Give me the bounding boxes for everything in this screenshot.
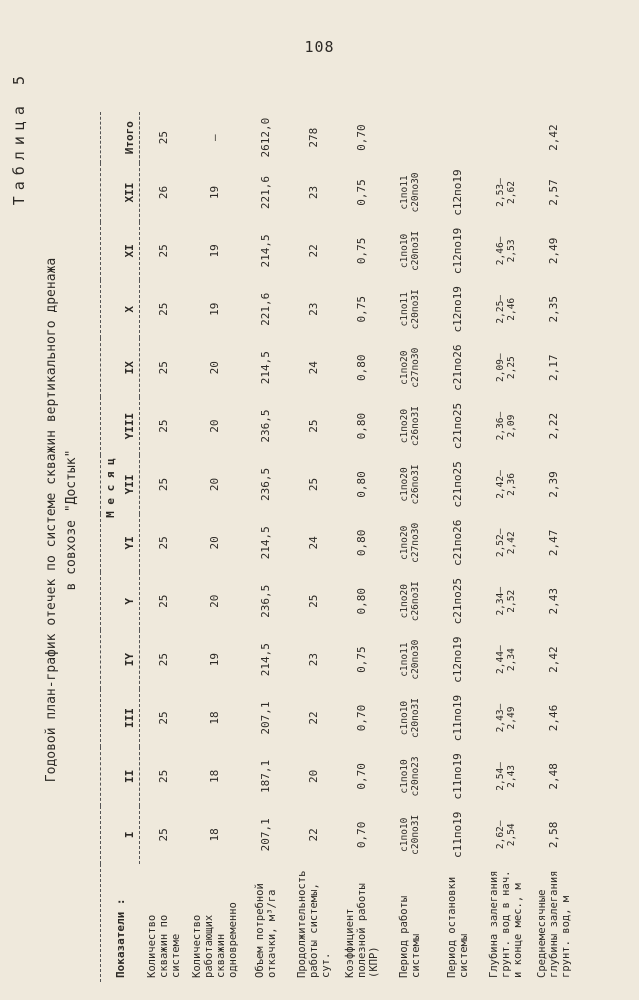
table-cell: 2,42– 2,36 bbox=[494, 470, 517, 499]
table-cell: 25 bbox=[157, 653, 171, 667]
indicator-header: Показатели : bbox=[101, 864, 140, 982]
table-cell: 2612,0 bbox=[259, 117, 272, 158]
table-cell: 187,1 bbox=[259, 759, 272, 793]
table-cell: 0,80 bbox=[355, 588, 368, 615]
table-cell: 2,54– 2,43 bbox=[494, 762, 517, 791]
table-cell: 0,80 bbox=[355, 471, 368, 498]
row-label: Количество скважин по системе bbox=[145, 914, 182, 978]
table-cell: 2,46 bbox=[547, 704, 560, 732]
table-cell: 2,43 bbox=[547, 588, 560, 615]
table-cell: с1по10 с20по3I bbox=[398, 814, 421, 855]
table-cell: 2,09– 2,25 bbox=[494, 353, 517, 382]
table-cell: 2,43– 2,49 bbox=[494, 703, 517, 733]
table-row bbox=[188, 112, 242, 982]
table-cell: 25 bbox=[157, 711, 171, 725]
table-cell: 207,1 bbox=[259, 818, 272, 852]
table-cell: 0,70 bbox=[355, 704, 368, 732]
month-col-11: XI bbox=[120, 222, 140, 280]
table-cell: с1по10 с20по23 bbox=[398, 756, 421, 797]
table-cell: 2,52– 2,42 bbox=[494, 528, 517, 558]
table-cell: 25 bbox=[157, 419, 171, 433]
table-cell: с1по20 с26по3I bbox=[398, 581, 421, 622]
table-cell: 214,5 bbox=[259, 643, 272, 677]
table-cell: 25 bbox=[157, 302, 171, 316]
table-row bbox=[242, 112, 290, 982]
table-cell bbox=[386, 112, 434, 163]
table-cell: 25 bbox=[157, 536, 171, 550]
table-cell: 19 bbox=[208, 244, 221, 258]
table-cell: 2,22 bbox=[547, 412, 560, 440]
table-cell: 2,58 bbox=[547, 821, 560, 849]
table-cell: 2,57 bbox=[547, 179, 560, 206]
table-cell: 20 bbox=[307, 769, 320, 784]
table-cell: 0,70 bbox=[355, 124, 368, 151]
table-cell: 2,46– 2,53 bbox=[494, 236, 517, 266]
table-cell: 0,70 bbox=[355, 821, 368, 849]
table-cell: 22 bbox=[307, 244, 320, 258]
table-cell: с11по19 bbox=[451, 694, 464, 742]
month-col-3: III bbox=[120, 689, 140, 747]
table-cell bbox=[434, 112, 482, 163]
table-row bbox=[386, 112, 434, 982]
table-cell: 0,75 bbox=[355, 646, 368, 673]
table-cell: 19 bbox=[208, 653, 221, 667]
table-cell: с1по11 с20по30 bbox=[398, 639, 421, 680]
table-cell: 22 bbox=[307, 711, 320, 725]
month-header: М е с я ц bbox=[101, 112, 121, 864]
table-cell: с12по19 bbox=[451, 227, 464, 275]
table-cell: 20 bbox=[208, 477, 221, 492]
page-number: 108 bbox=[304, 38, 335, 56]
month-col-10: X bbox=[120, 280, 140, 338]
table-cell: 214,5 bbox=[259, 526, 272, 560]
table-cell: с1по20 с27по30 bbox=[398, 522, 421, 563]
table-cell: с12по19 bbox=[451, 169, 464, 216]
month-col-5: Y bbox=[120, 572, 140, 630]
table-cell: 2,25– 2,46 bbox=[494, 294, 517, 324]
table-cell: 221,6 bbox=[259, 292, 272, 326]
month-col-12: XII bbox=[120, 163, 140, 221]
row-label: Количество работающих скважин одновременно bbox=[190, 902, 239, 978]
table-row bbox=[482, 112, 530, 982]
table-cell: 0,75 bbox=[355, 237, 368, 265]
month-col-4: IY bbox=[120, 630, 140, 688]
table-cell: 25 bbox=[157, 244, 171, 258]
table-label: Таблица 5 bbox=[10, 70, 28, 206]
table-cell: 19 bbox=[208, 185, 221, 200]
table-cell: – bbox=[208, 134, 221, 141]
table-cell: 20 bbox=[208, 536, 221, 550]
month-col-8: YIII bbox=[120, 397, 140, 455]
table-cell: 25 bbox=[157, 828, 171, 842]
table-cell: 214,5 bbox=[259, 351, 272, 385]
table-cell: 2,44– 2,34 bbox=[494, 645, 517, 674]
table-cell bbox=[482, 112, 530, 163]
table-cell: 236,5 bbox=[259, 467, 272, 502]
table-cell: с21по25 bbox=[451, 461, 464, 508]
title-line-1: Годовой план-график отечек по системе скважин вертикального дренажа bbox=[44, 257, 59, 783]
table-cell: 2,53– 2,62 bbox=[494, 178, 517, 207]
row-label: Период работы системы bbox=[397, 895, 422, 978]
table-cell: 2,36– 2,09 bbox=[494, 411, 517, 441]
table-cell: с21по26 bbox=[451, 344, 464, 391]
table-cell: 236,5 bbox=[259, 409, 272, 443]
table-cell: 2,35 bbox=[547, 296, 560, 323]
table-cell: 2,42 bbox=[547, 124, 560, 151]
table-cell: 18 bbox=[208, 828, 221, 842]
table-cell: 0,75 bbox=[355, 179, 368, 206]
table-cell: 25 bbox=[307, 419, 320, 433]
table-cell: 2,17 bbox=[547, 354, 560, 381]
table-cell: с21по25 bbox=[451, 578, 464, 625]
table-cell: 26 bbox=[157, 185, 171, 200]
table-cell: 207,1 bbox=[259, 701, 272, 735]
table-cell: 278 bbox=[307, 127, 320, 148]
table-cell: 0,70 bbox=[355, 763, 368, 790]
table-body bbox=[140, 112, 578, 982]
table-cell: с1по20 с26по3I bbox=[398, 406, 421, 447]
table-cell: с1по20 с26по3I bbox=[398, 464, 421, 505]
table-cell: 25 bbox=[157, 477, 171, 492]
drainage-schedule-table bbox=[100, 112, 578, 982]
month-col-7: YII bbox=[120, 455, 140, 513]
table-cell: 24 bbox=[307, 361, 320, 375]
total-col: Итого bbox=[120, 112, 140, 163]
table-cell: 22 bbox=[307, 828, 320, 842]
table-cell: 19 bbox=[208, 302, 221, 316]
table-cell: 18 bbox=[208, 769, 221, 784]
table-cell: с21по25 bbox=[451, 402, 464, 450]
table-cell: 25 bbox=[157, 594, 171, 608]
table-cell: с1по10 с20по3I bbox=[398, 230, 421, 271]
table-title bbox=[42, 80, 82, 960]
row-label: Продолжительность работы системы, сут. bbox=[295, 870, 332, 978]
row-label: Коэффициент полезной работы (КПР) bbox=[343, 883, 380, 978]
table-cell: 2,48 bbox=[547, 763, 560, 790]
table-cell: 0,80 bbox=[355, 412, 368, 440]
table-cell: с21по26 bbox=[451, 519, 464, 567]
table-cell: 25 bbox=[157, 769, 171, 784]
table-cell: 2,47 bbox=[547, 529, 560, 557]
table-cell: 0,80 bbox=[355, 354, 368, 381]
table-cell: 25 bbox=[157, 131, 171, 145]
table-cell: с12по19 bbox=[451, 286, 464, 333]
table-cell: 20 bbox=[208, 419, 221, 433]
table-row bbox=[140, 112, 188, 982]
table-cell: с1по11 с20по3I bbox=[398, 289, 421, 330]
table-cell: 20 bbox=[208, 594, 221, 608]
row-label: Объем потребной откачки, м³/га bbox=[253, 883, 278, 978]
table-cell: 23 bbox=[307, 653, 320, 667]
table-cell: 25 bbox=[157, 361, 171, 375]
table-cell: 20 bbox=[208, 361, 221, 375]
table-cell: 2,39 bbox=[547, 471, 560, 498]
table-cell: 214,5 bbox=[259, 234, 272, 268]
month-col-9: IX bbox=[120, 338, 140, 396]
table-cell: с11по19 bbox=[451, 811, 464, 858]
table-cell: 24 bbox=[307, 536, 320, 550]
header-row-1 bbox=[101, 112, 121, 982]
month-col-1: I bbox=[120, 806, 140, 864]
table-cell: 236,5 bbox=[259, 584, 272, 618]
table-cell: 18 bbox=[208, 711, 221, 725]
row-label: Глубина залегания грунт. вод в нач. и конце мес., м bbox=[487, 870, 524, 978]
table-cell: с11по19 bbox=[451, 753, 464, 800]
row-label: Среднемесячные глубины залегания грунт. вод, м bbox=[535, 870, 572, 978]
table-cell: 25 bbox=[307, 477, 320, 492]
title-line-2: в совхозе "Достык" bbox=[64, 449, 79, 591]
table-cell: 23 bbox=[307, 302, 320, 316]
table-cell: 25 bbox=[307, 594, 320, 608]
table-cell: с12по19 bbox=[451, 636, 464, 683]
table-cell: 2,34– 2,52 bbox=[494, 586, 517, 616]
table-cell: 221,6 bbox=[259, 175, 272, 210]
table-row bbox=[290, 112, 338, 982]
table-cell: 0,75 bbox=[355, 296, 368, 323]
table-cell: 0,80 bbox=[355, 529, 368, 557]
table-row bbox=[530, 112, 578, 982]
month-col-6: YI bbox=[120, 514, 140, 572]
header-row-2 bbox=[120, 112, 140, 982]
table-cell: 2,62– 2,54 bbox=[494, 820, 517, 850]
month-col-2: II bbox=[120, 747, 140, 805]
table-cell: с1по11 с20по30 bbox=[398, 172, 421, 213]
table-cell: с1по20 с27по30 bbox=[398, 347, 421, 388]
table-cell: 23 bbox=[307, 185, 320, 200]
row-label: Период остановки системы bbox=[445, 876, 470, 978]
table-row bbox=[338, 112, 386, 982]
table-row bbox=[434, 112, 482, 982]
table-cell: с1по10 с20по3I bbox=[398, 698, 421, 739]
table-cell: 2,49 bbox=[547, 237, 560, 265]
table-cell: 2,42 bbox=[547, 646, 560, 673]
